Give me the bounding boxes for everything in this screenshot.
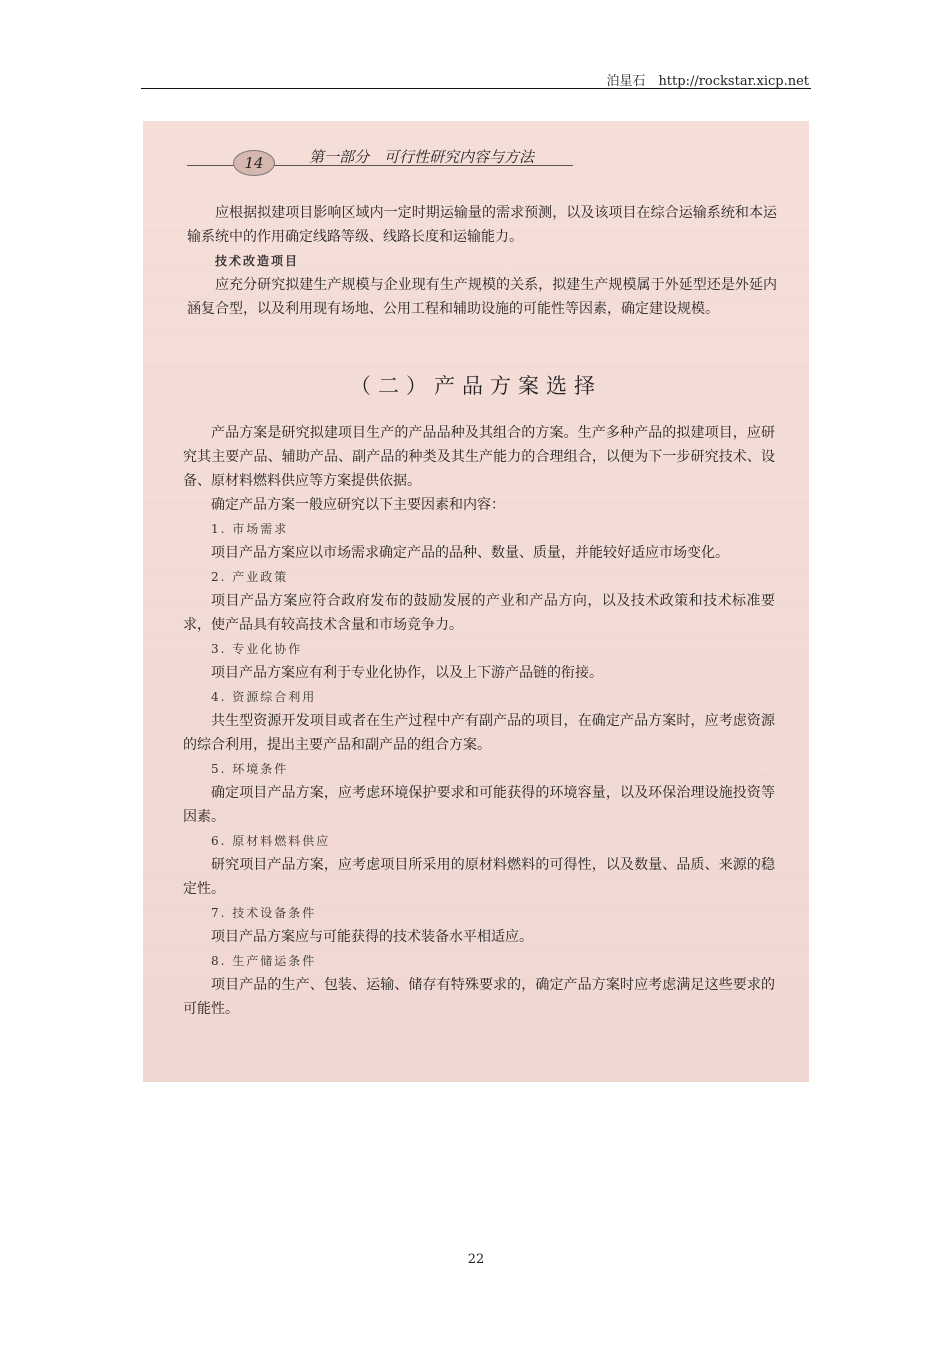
item-text: 项目产品方案应与可能获得的技术装备水平相适应。 [211, 929, 533, 945]
transport-section [187, 201, 777, 321]
item-text: 确定项目产品方案，应考虑环境保护要求和可能获得的环境容量，以及环保治理设施投资等因素。 [183, 785, 775, 825]
item-heading: 5. 环境条件 [211, 762, 289, 776]
book-page-number: 14 [233, 150, 275, 176]
header-rule [141, 88, 811, 89]
item-text: 项目产品方案应以市场需求确定产品的品种、数量、质量，并能较好适应市场变化。 [211, 545, 729, 561]
item-text: 项目产品方案应符合政府发布的鼓励发展的产业和产品方向，以及技术政策和技术标准要求，使产品具有较高技术含量和市场竞争力。 [183, 593, 775, 633]
header-site-text: 泊星石 http://rockstar.xicp.net [606, 74, 809, 89]
item-heading: 4. 资源综合利用 [211, 690, 317, 704]
paragraph: 确定产品方案一般应研究以下主要因素和内容： [211, 497, 505, 513]
chapter-title: 第一部分 可行性研究内容与方法 [309, 148, 535, 166]
product-plan-section [183, 421, 775, 1021]
item-heading: 2. 产业政策 [211, 570, 289, 584]
item-text: 项目产品方案应有利于专业化协作，以及上下游产品链的衔接。 [211, 665, 603, 681]
tech-heading: 技术改造项目 [215, 254, 300, 268]
item-heading: 1. 市场需求 [211, 522, 289, 536]
paragraph: 应充分研究拟建生产规模与企业现有生产规模的关系，拟建生产规模属于外延型还是外延内涵复合型，以及利用现有场地、公用工程和辅助设施的可能性等因素，确定建设规模。 [187, 277, 777, 317]
item-text: 共生型资源开发项目或者在生产过程中产有副产品的项目，在确定产品方案时，应考虑资源的综合利用，提出主要产品和副产品的组合方案。 [183, 713, 775, 753]
paragraph: 产品方案是研究拟建项目生产的产品品种及其组合的方案。生产多种产品的拟建项目，应研究其主要产品、辅助产品、副产品的种类及其生产能力的合理组合，以便为下一步研究技术、设备、原材料燃料供应等方案提供依据。 [183, 425, 775, 489]
paragraph: 应根据拟建项目影响区域内一定时期运输量的需求预测，以及该项目在综合运输系统和本运输系统中的作用确定线路等级、线路长度和运输能力。 [187, 205, 777, 245]
item-heading: 8. 生产储运条件 [211, 954, 317, 968]
section-title: （二）产品方案选择 [350, 374, 602, 398]
item-heading: 3. 专业化协作 [211, 642, 303, 656]
scanned-book-page [143, 121, 809, 1082]
footer-page-number: 22 [467, 1252, 485, 1267]
item-text: 项目产品的生产、包装、运输、储存有特殊要求的，确定产品方案时应考虑满足这些要求的可能性。 [183, 977, 775, 1017]
item-heading: 7. 技术设备条件 [211, 906, 317, 920]
item-text: 研究项目产品方案，应考虑项目所采用的原材料燃料的可得性，以及数量、品质、来源的稳定性。 [183, 857, 775, 897]
item-heading: 6. 原材料燃料供应 [211, 834, 331, 848]
